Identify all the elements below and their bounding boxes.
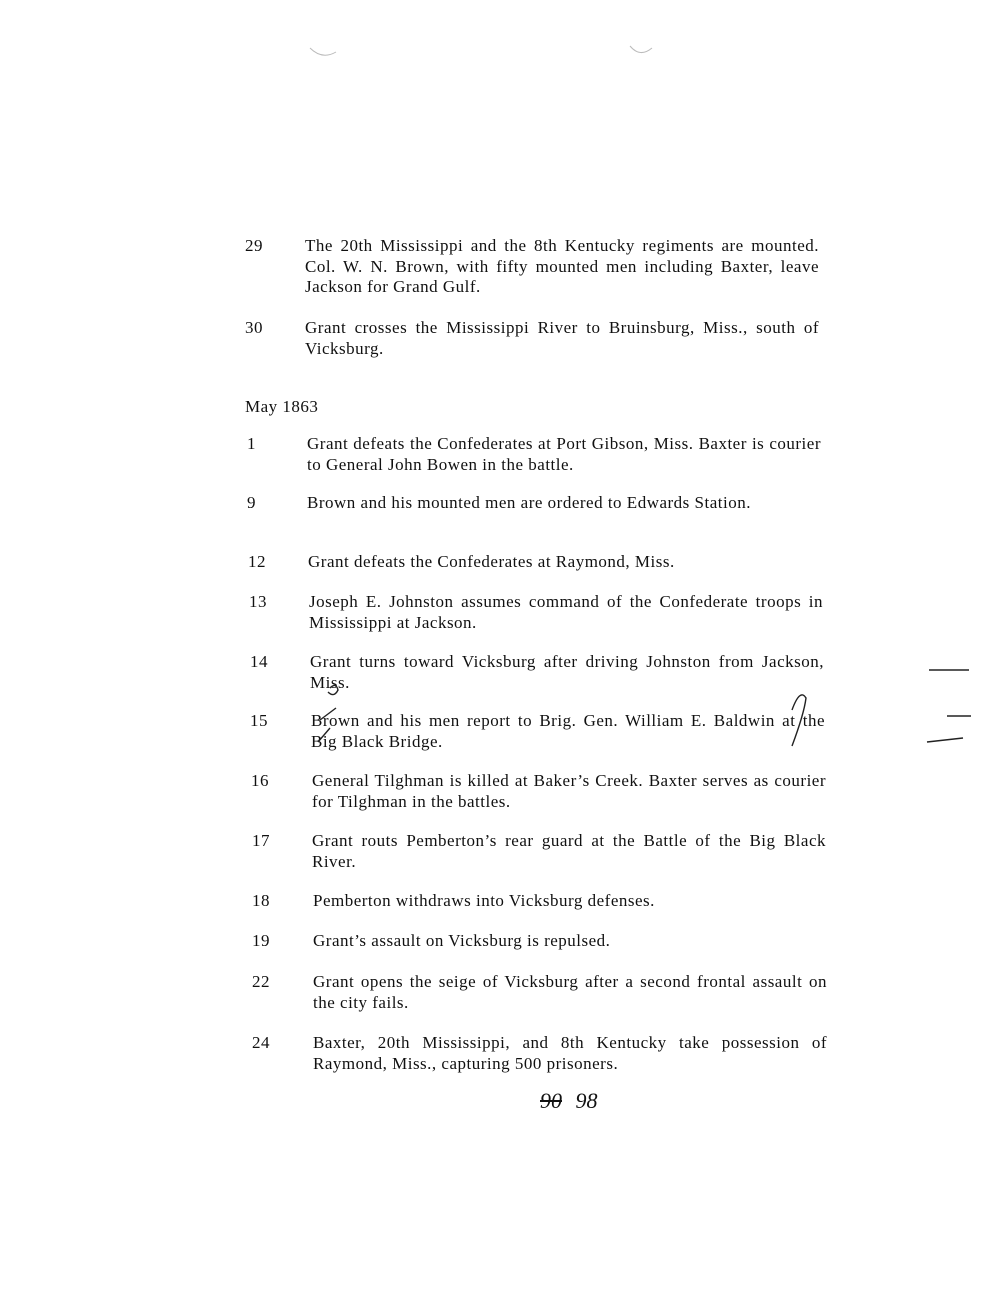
entry-day: 9 [247,493,256,512]
entry-text: Brown and his mounted men are ordered to Edwards Station. [307,493,751,512]
entry-day: 16 [251,771,269,790]
entry-day: 14 [250,652,268,671]
entry-text: Baxter, 20th Mississippi, and 8th Kentucky take possession of Raymond, Miss., capturing 500 prisoners. [313,1033,827,1073]
entry-text: Joseph E. Johnston assumes command of the Confederate troops in Mississippi at Jackson. [309,592,823,632]
entry-day: 15 [250,711,268,730]
entry-day: 24 [252,1033,270,1052]
entry-text: General Tilghman is killed at Baker’s Creek. Baxter serves as courier for Tilghman in the battles. [312,771,826,811]
entry-day: 29 [245,236,263,255]
page-number [540,1088,598,1114]
struck-page-number: 90 [540,1088,562,1113]
entry-text: Grant opens the seige of Vicksburg after a second frontal assault on the city fails. [313,972,827,1012]
scan-artifact [300,40,660,70]
entry-text: Brown and his men report to Brig. Gen. William E. Baldwin at the Big Black Bridge. [311,711,825,751]
handwritten-page-number: 98 [575,1088,598,1113]
entry-day: 13 [249,592,267,611]
entry-text: Pemberton withdraws into Vicksburg defenses. [313,891,655,910]
entry-day: 18 [252,891,270,910]
entry-day: 17 [252,831,270,850]
entry-day: 19 [252,931,270,950]
entry-day: 30 [245,318,263,337]
entry-text: Grant routs Pemberton’s rear guard at the Battle of the Big Black River. [312,831,826,871]
margin-lines [925,660,975,750]
entry-text: Grant’s assault on Vicksburg is repulsed. [313,931,611,950]
entry-day: 22 [252,972,270,991]
month-heading: May 1863 [245,397,319,416]
entry-text: Grant defeats the Confederates at Port Gibson, Miss. Baxter is courier to General John Bowen in the battle. [307,434,821,474]
entry-text: Grant defeats the Confederates at Raymond, Miss. [308,552,675,571]
entry-text: The 20th Mississippi and the 8th Kentucky regiments are mounted. Col. W. N. Brown, with fifty mounted men including Baxter, leave Jackson for Grand Gulf. [305,236,819,296]
entry-day: 12 [248,552,266,571]
entry-text: Grant crosses the Mississippi River to Bruinsburg, Miss., south of Vicksburg. [305,318,819,358]
entry-day: 1 [247,434,256,453]
entry-text: Grant turns toward Vicksburg after driving Johnston from Jackson, Miss. [310,652,824,692]
